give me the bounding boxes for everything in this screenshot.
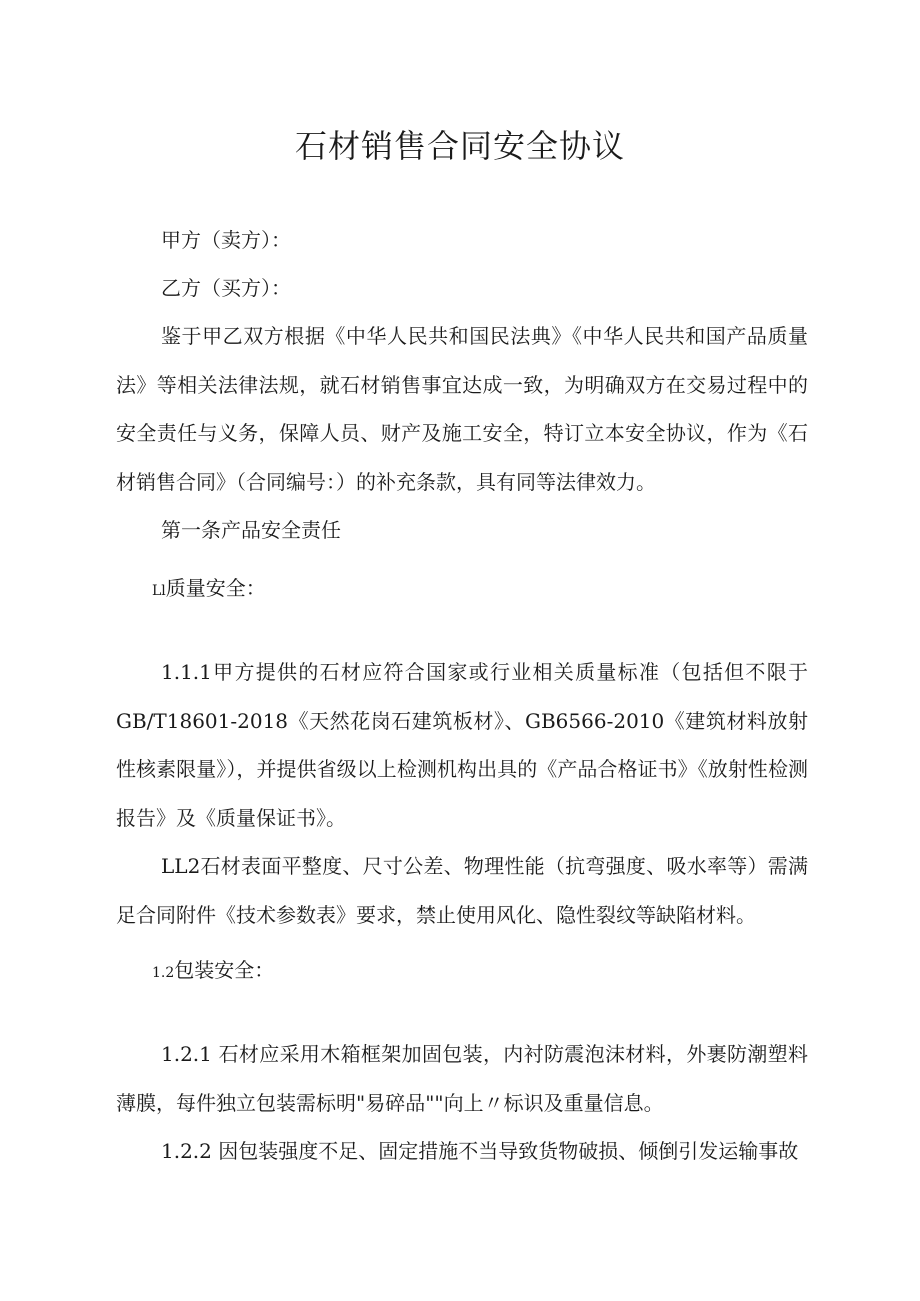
article-1-heading: 第一条产品安全责任 (161, 518, 341, 542)
party-a-line: 甲方（卖方）： (161, 228, 291, 252)
clause-1-2-1: 1.2.1 石材应采用木箱框架加固包装，内衬防震泡沫材料，外裹防潮塑料薄膜，每件独立包装需标明"易碎品""向上〃标识及重量信息。 (116, 1042, 808, 1115)
section-1-1-number: Ll (152, 583, 166, 599)
party-b-line: 乙方（买方）： (161, 276, 291, 300)
clause-1-1-2: LL2石材表面平整度、尺寸公差、物理性能（抗弯强度、吸水率等）需满足合同附件《技术参数表》要求，禁止使用风化、隐性裂纹等缺陷材料。 (116, 854, 808, 927)
section-1-1-title: 质量安全： (165, 576, 266, 600)
section-1-1-heading (152, 564, 266, 615)
preamble-paragraph: 鉴于甲乙双方根据《中华人民共和国民法典》《中华人民共和国产品质量法》等相关法律法规，就石材销售事宜达成一致，为明确双方在交易过程中的安全责任与义务，保障人员、财产及施工安全，特订立本安全协议，作为《石材销售合同》（合同编号：）的补充条款，具有同等法律效力。 (116, 324, 808, 494)
section-1-2-heading (152, 946, 274, 997)
section-1-2-number: 1.2 (152, 965, 175, 981)
section-1-2-title: 包装安全： (174, 958, 275, 982)
clause-1-2-2: 1.2.2 因包装强度不足、固定措施不当导致货物破损、倾倒引发运输事故 (161, 1139, 799, 1163)
document-title: 石材销售合同安全协议 (294, 127, 625, 165)
clause-1-1-1: 1.1.1甲方提供的石材应符合国家或行业相关质量标准（包括但不限于GB/T18601-2018《天然花岗石建筑板材》、GB6566-2010《建筑材料放射性核素限量》），并提供省级以上检测机构出具的《产品合格证书》《放射性检测报告》及《质量保证书》。 (116, 660, 808, 830)
